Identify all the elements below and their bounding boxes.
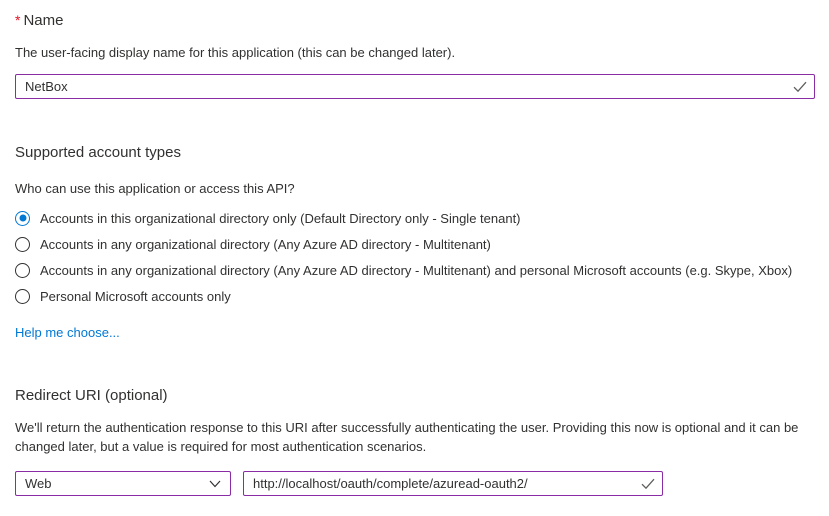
account-types-radio-group <box>15 205 815 309</box>
valid-checkmark-icon <box>641 478 655 490</box>
radio-option-single-tenant[interactable] <box>15 205 815 231</box>
redirect-uri-input[interactable] <box>244 472 662 495</box>
radio-option-multitenant[interactable] <box>15 231 815 257</box>
radio-unselected-icon[interactable] <box>15 289 30 304</box>
required-asterisk: * <box>15 12 21 28</box>
radio-option-label: Accounts in this organizational directory only (Default Directory only - Single tenant) <box>40 210 521 226</box>
redirect-uri-title: Redirect URI (optional) <box>15 387 168 404</box>
radio-option-label: Personal Microsoft accounts only <box>40 288 231 304</box>
account-types-title: Supported account types <box>15 144 181 161</box>
radio-unselected-icon[interactable] <box>15 263 30 278</box>
name-description: The user-facing display name for this application (this can be changed later). <box>15 45 456 60</box>
redirect-uri-description: We'll return the authentication response to this URI after successfully authenticating the user. Providing this now is optional and it can be changed later, but a value is required for most authentication scenarios. <box>15 420 799 454</box>
chevron-down-icon <box>209 480 221 488</box>
help-me-choose-link[interactable]: Help me choose... <box>15 325 120 340</box>
name-field-wrapper <box>15 74 815 99</box>
name-input[interactable] <box>16 75 814 98</box>
redirect-uri-field-wrapper <box>243 471 663 496</box>
name-section-title <box>15 10 815 31</box>
radio-option-personal-only[interactable] <box>15 283 815 309</box>
platform-select-value: Web <box>25 476 52 491</box>
platform-select[interactable] <box>15 471 231 496</box>
account-types-question: Who can use this application or access this API? <box>15 181 295 196</box>
radio-unselected-icon[interactable] <box>15 237 30 252</box>
name-title-text: Name <box>23 12 64 29</box>
valid-checkmark-icon <box>793 81 807 93</box>
radio-option-label: Accounts in any organizational directory (Any Azure AD directory - Multitenant) <box>40 236 491 252</box>
radio-option-multitenant-personal[interactable] <box>15 257 815 283</box>
radio-option-label: Accounts in any organizational directory (Any Azure AD directory - Multitenant) and personal Microsoft accounts (e.g. Skype, Xbox) <box>40 262 793 278</box>
radio-selected-icon[interactable] <box>15 211 30 226</box>
redirect-uri-controls <box>15 471 815 496</box>
